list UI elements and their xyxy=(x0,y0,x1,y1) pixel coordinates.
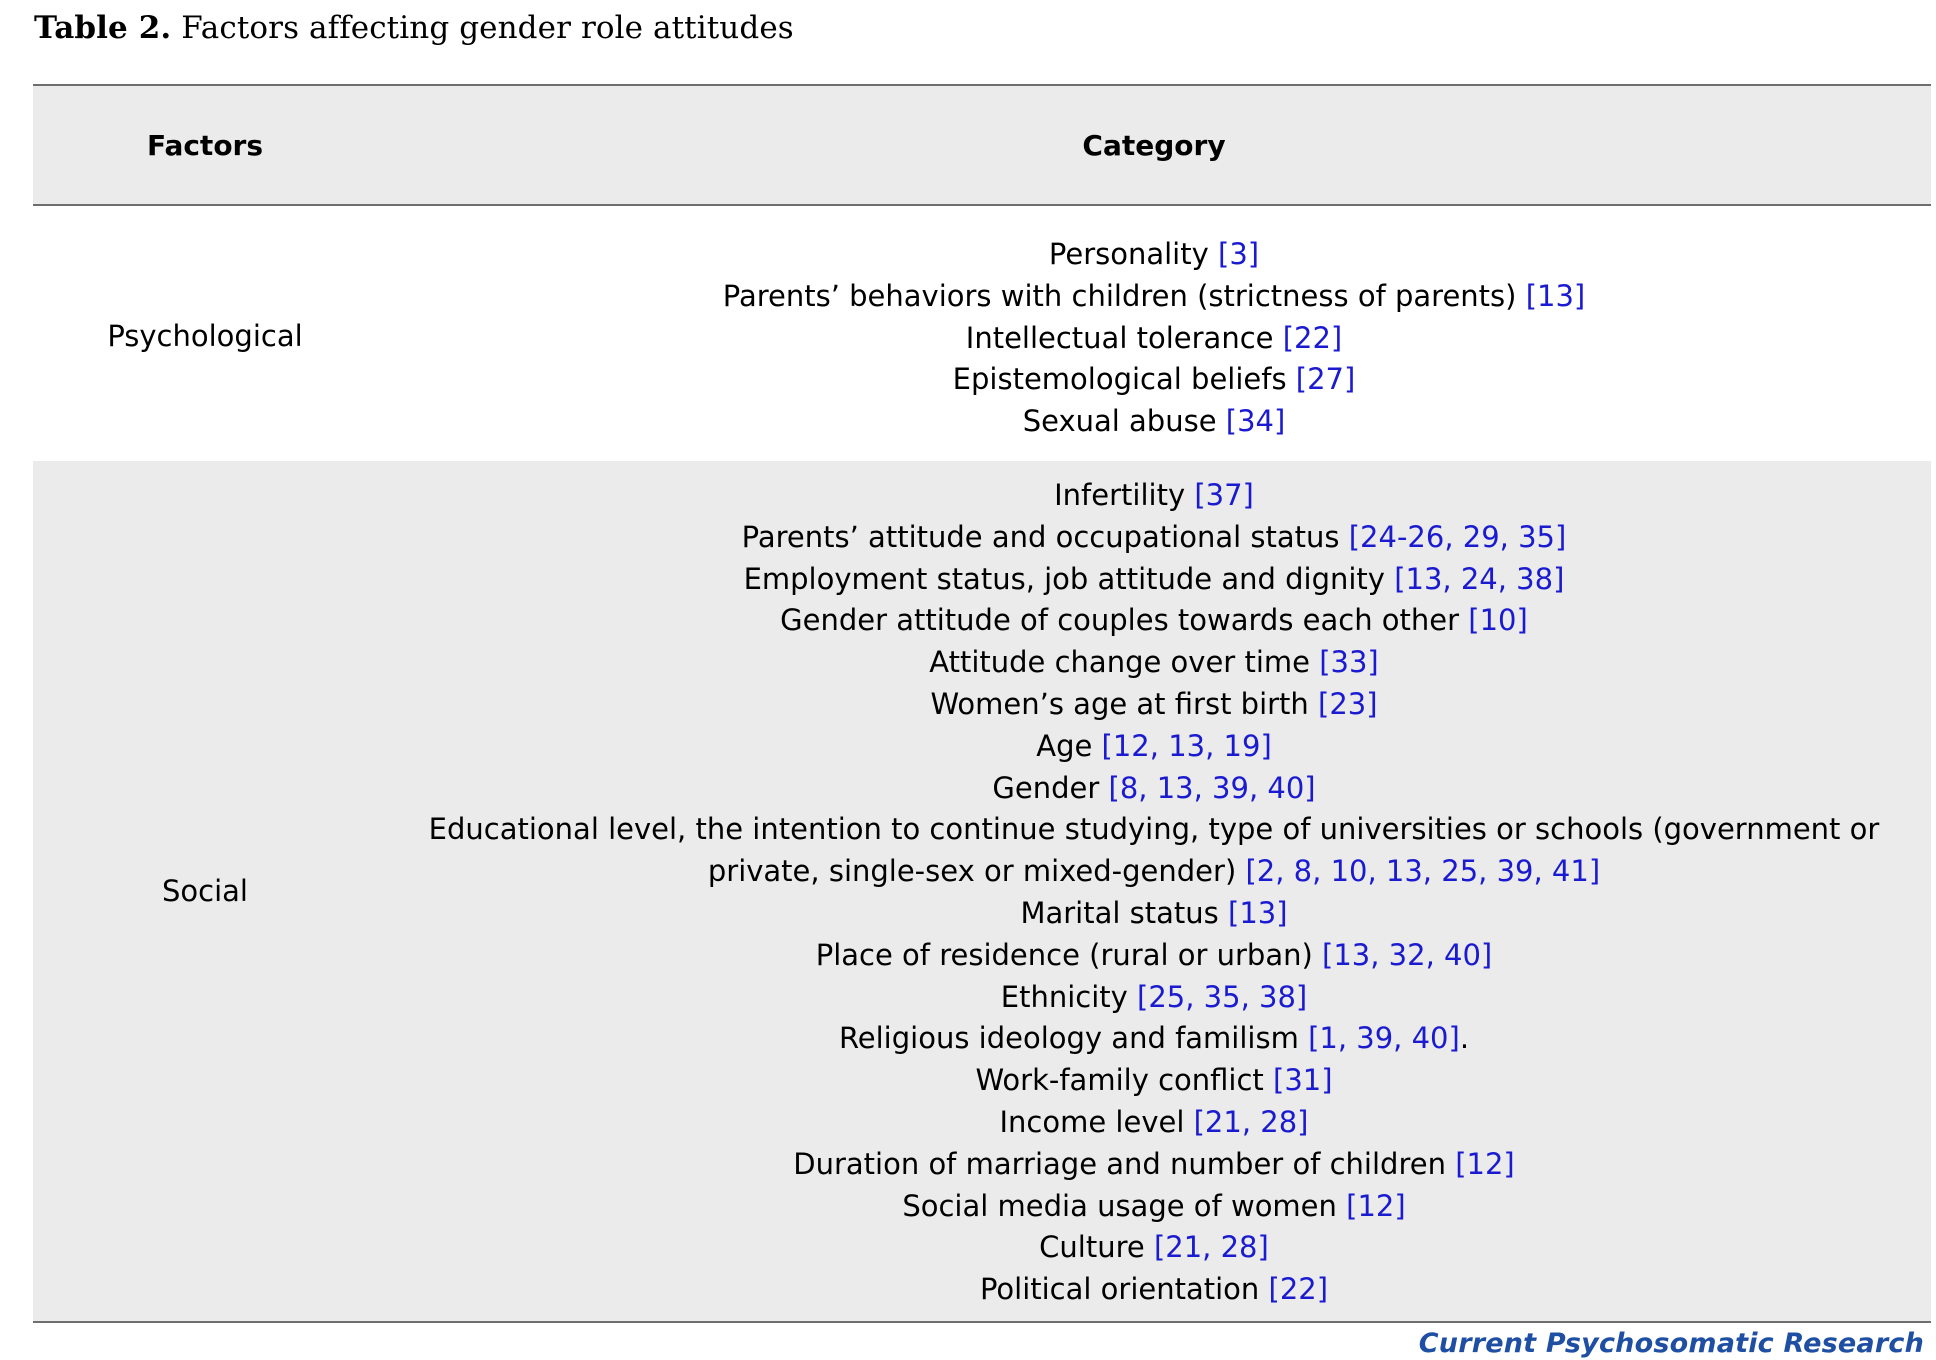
category-item xyxy=(377,809,1931,893)
category-item-text: Gender attitude of couples towards each other xyxy=(780,603,1460,638)
category-item xyxy=(377,276,1931,318)
category-item-text: Women’s age at first birth xyxy=(930,687,1309,722)
category-item-text: Culture xyxy=(1039,1230,1145,1265)
header-factors: Factors xyxy=(146,128,264,162)
category-item-text: Parents’ attitude and occupational status xyxy=(741,519,1340,554)
table-row-social xyxy=(33,461,1931,1321)
citation-ref: [21, 28] xyxy=(1193,1104,1309,1139)
category-item-text: Social media usage of women xyxy=(902,1188,1337,1223)
category-item xyxy=(377,935,1931,977)
category-item-text: Age xyxy=(1036,728,1093,763)
category-cell xyxy=(377,228,1931,443)
category-item-text: Personality xyxy=(1048,237,1209,271)
bottom-rule xyxy=(33,1321,1931,1323)
category-item xyxy=(377,600,1931,642)
citation-ref: [12, 13, 19] xyxy=(1101,728,1272,763)
header-category: Category xyxy=(1082,128,1226,162)
category-item xyxy=(377,318,1931,360)
category-cell xyxy=(377,471,1931,1311)
factors-table xyxy=(33,84,1931,1323)
citation-ref: [8, 13, 39, 40] xyxy=(1108,770,1316,805)
category-item xyxy=(377,401,1931,443)
citation-ref: [13] xyxy=(1525,278,1586,313)
table-row-psychological xyxy=(33,206,1931,461)
citation-ref: [3] xyxy=(1218,237,1260,271)
citation-ref: [21, 28] xyxy=(1153,1230,1269,1265)
table-caption xyxy=(34,10,794,46)
category-item xyxy=(377,1227,1931,1269)
citation-ref: [10] xyxy=(1468,603,1528,638)
caption-label: Table 2. xyxy=(34,10,172,46)
citation-ref: [12] xyxy=(1455,1146,1515,1181)
category-item-text: Income level xyxy=(999,1104,1185,1139)
category-item xyxy=(377,893,1931,935)
category-item xyxy=(377,1018,1931,1060)
citation-ref: [23] xyxy=(1318,687,1378,722)
citation-ref: [13] xyxy=(1228,896,1288,930)
category-item xyxy=(377,559,1931,601)
citation-ref: [13, 24, 38] xyxy=(1394,561,1565,596)
category-item xyxy=(377,642,1931,684)
category-item-text: Marital status xyxy=(1020,896,1219,930)
category-item-text: Political orientation xyxy=(979,1272,1260,1307)
category-item-text: Parents’ behaviors with children (strictness of parents) xyxy=(722,278,1517,313)
category-item-text: Educational level, the intention to continue studying, type of universities or schools (government or private, single-sex or mixed-gender) xyxy=(428,812,1880,889)
citation-ref: [34] xyxy=(1225,404,1286,439)
category-item-text: Gender xyxy=(992,770,1100,805)
citation-ref: [24-26, 29, 35] xyxy=(1348,519,1567,554)
factor-name: Social xyxy=(162,874,248,908)
category-item xyxy=(377,977,1931,1019)
category-item-text: Place of residence (rural or urban) xyxy=(815,937,1313,972)
category-item-text: Infertility xyxy=(1054,478,1186,513)
citation-ref: [22] xyxy=(1282,320,1343,355)
citation-ref: [27] xyxy=(1295,362,1356,397)
category-item-text: Ethnicity xyxy=(1000,979,1128,1014)
category-item xyxy=(377,517,1931,559)
citation-ref: [2, 8, 10, 13, 25, 39, 41] xyxy=(1245,854,1601,889)
citation-ref: [25, 35, 38] xyxy=(1137,979,1308,1014)
citation-ref: [37] xyxy=(1194,478,1254,513)
category-item-suffix: . xyxy=(1459,1021,1470,1056)
category-item xyxy=(377,684,1931,726)
category-item xyxy=(377,1144,1931,1186)
category-item xyxy=(377,1269,1931,1311)
table-header-row xyxy=(33,86,1931,204)
category-item-text: Religious ideology and familism xyxy=(838,1021,1299,1056)
category-item xyxy=(377,726,1931,768)
category-item xyxy=(377,768,1931,810)
journal-brand: Current Psychosomatic Research xyxy=(1418,1328,1924,1359)
category-item-text: Attitude change over time xyxy=(929,645,1310,680)
category-item xyxy=(377,359,1931,401)
factor-name: Psychological xyxy=(107,318,303,353)
citation-ref: [1, 39, 40] xyxy=(1308,1021,1460,1056)
category-item xyxy=(377,1186,1931,1228)
category-item xyxy=(377,1060,1931,1102)
citation-ref: [22] xyxy=(1268,1272,1329,1307)
category-item xyxy=(377,234,1931,276)
category-item-text: Epistemological beliefs xyxy=(952,362,1287,397)
citation-ref: [12] xyxy=(1346,1188,1406,1223)
citation-ref: [13, 32, 40] xyxy=(1322,937,1493,972)
category-item-text: Duration of marriage and number of children xyxy=(793,1146,1446,1181)
category-item-text: Employment status, job attitude and dignity xyxy=(743,561,1385,596)
category-item-text: Sexual abuse xyxy=(1022,404,1217,439)
category-list xyxy=(377,234,1931,443)
category-item-text: Work-family conflict xyxy=(975,1063,1264,1098)
category-list xyxy=(377,475,1931,1311)
caption-text: Factors affecting gender role attitudes xyxy=(181,10,794,46)
category-item xyxy=(377,1102,1931,1144)
citation-ref: [31] xyxy=(1273,1063,1333,1098)
citation-ref: [33] xyxy=(1319,645,1379,680)
category-item-text: Intellectual tolerance xyxy=(965,320,1274,355)
category-item xyxy=(377,475,1931,517)
